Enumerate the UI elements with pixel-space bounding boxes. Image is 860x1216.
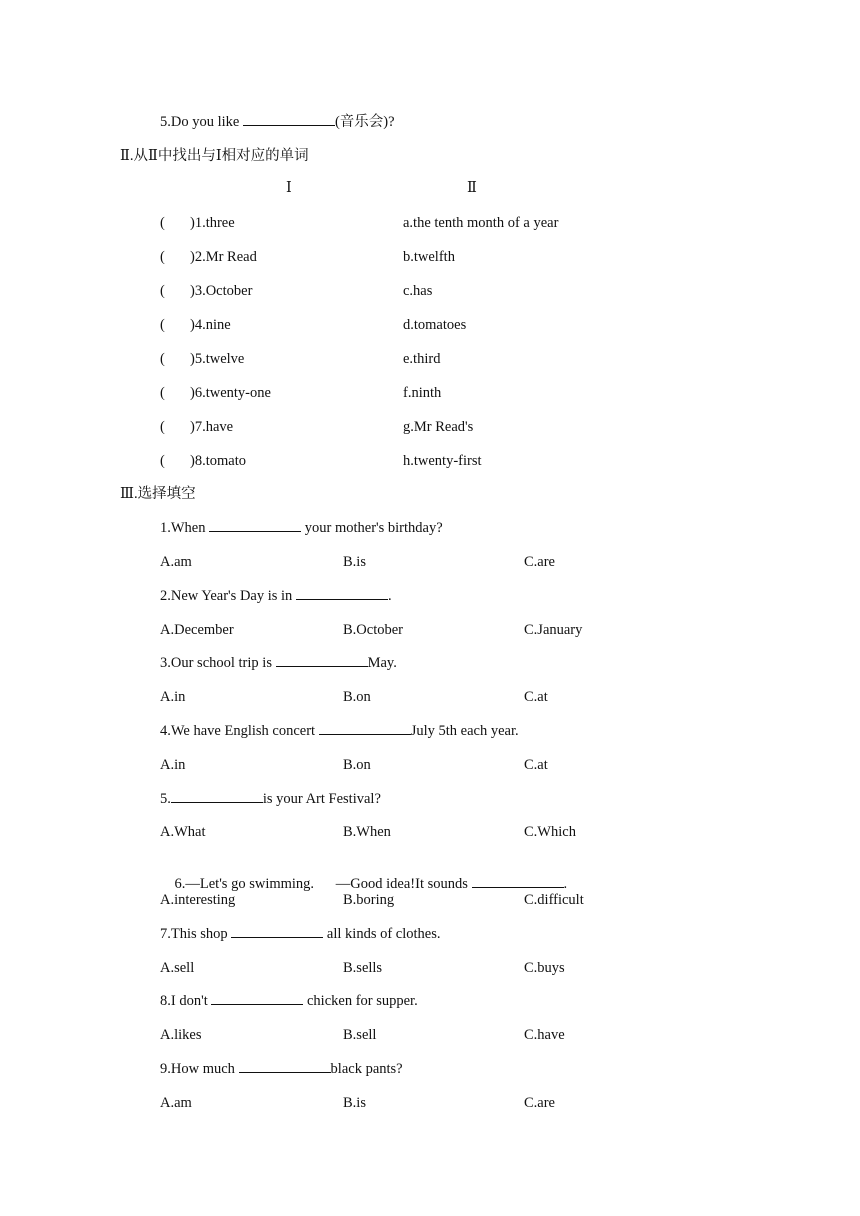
option-c[interactable]: C.difficult: [524, 892, 584, 908]
column-header-left: Ⅰ: [286, 180, 292, 196]
option-c[interactable]: C.at: [524, 689, 548, 705]
answer-paren[interactable]: (: [160, 453, 165, 469]
option-b[interactable]: B.is: [343, 554, 366, 570]
matching-left-item: )3.October: [190, 283, 253, 299]
question-text: all kinds of clothes.: [323, 926, 441, 942]
option-a[interactable]: A.likes: [160, 1027, 202, 1043]
matching-right-item: a.the tenth month of a year: [403, 215, 559, 231]
answer-blank[interactable]: [296, 587, 388, 600]
option-a[interactable]: A.interesting: [160, 892, 236, 908]
section-2-title: Ⅱ.从Ⅱ中找出与Ⅰ相对应的单词: [120, 148, 309, 164]
option-c[interactable]: C.Which: [524, 824, 576, 840]
option-b[interactable]: B.October: [343, 622, 403, 638]
option-c[interactable]: C.are: [524, 554, 555, 570]
question-stem: [160, 722, 519, 740]
question-stem: [160, 925, 441, 943]
question-text: black pants?: [330, 1061, 403, 1077]
section-3-title: Ⅲ.选择填空: [120, 486, 196, 502]
question-5-music: [160, 113, 395, 131]
matching-right-item: c.has: [403, 283, 433, 299]
answer-paren[interactable]: (: [160, 215, 165, 231]
option-b[interactable]: B.sell: [343, 1027, 377, 1043]
answer-paren[interactable]: (: [160, 419, 165, 435]
answer-blank[interactable]: [319, 722, 411, 735]
option-c[interactable]: C.buys: [524, 960, 565, 976]
question-text: 1.When: [160, 520, 210, 536]
answer-blank[interactable]: [231, 925, 323, 938]
option-b[interactable]: B.sells: [343, 960, 383, 976]
question-stem: [160, 1060, 403, 1078]
matching-left-item: )6.twenty-one: [190, 385, 271, 401]
question-text: (音乐会)?: [334, 114, 395, 130]
answer-blank[interactable]: [243, 113, 335, 126]
matching-right-item: d.tomatoes: [403, 317, 467, 333]
answer-blank[interactable]: [276, 654, 368, 667]
question-text: .: [387, 588, 392, 604]
question-text: your mother's birthday?: [301, 520, 443, 536]
option-c[interactable]: C.are: [524, 1095, 555, 1111]
option-b[interactable]: B.is: [343, 1095, 366, 1111]
question-text: is your Art Festival?: [262, 791, 381, 807]
question-text: 5.: [160, 791, 171, 807]
option-b[interactable]: B.When: [343, 824, 391, 840]
question-stem: [160, 790, 381, 808]
question-stem: [160, 654, 397, 672]
matching-left-item: )2.Mr Read: [190, 249, 257, 265]
question-text: May.: [367, 655, 397, 671]
question-stem: [160, 519, 443, 537]
matching-right-item: b.twelfth: [403, 249, 455, 265]
option-a[interactable]: A.in: [160, 757, 186, 773]
matching-right-item: h.twenty-first: [403, 453, 482, 469]
column-header-right: Ⅱ: [467, 180, 477, 196]
answer-blank[interactable]: [209, 519, 301, 532]
answer-blank[interactable]: [472, 875, 564, 888]
question-text: 3.Our school trip is: [160, 655, 276, 671]
matching-right-item: e.third: [403, 351, 441, 367]
question-text: 7.This shop: [160, 926, 232, 942]
answer-paren[interactable]: (: [160, 283, 165, 299]
question-text: 5.Do you like: [160, 114, 243, 130]
answer-paren[interactable]: (: [160, 385, 165, 401]
answer-paren[interactable]: (: [160, 351, 165, 367]
option-a[interactable]: A.in: [160, 689, 186, 705]
option-c[interactable]: C.at: [524, 757, 548, 773]
answer-blank[interactable]: [171, 790, 263, 803]
answer-paren[interactable]: (: [160, 317, 165, 333]
question-text: 9.How much: [160, 1061, 239, 1077]
question-text: 2.New Year's Day is in: [160, 588, 296, 604]
answer-blank[interactable]: [211, 992, 303, 1005]
option-a[interactable]: A.am: [160, 1095, 192, 1111]
option-c[interactable]: C.January: [524, 622, 583, 638]
matching-left-item: )4.nine: [190, 317, 231, 333]
matching-left-item: )8.tomato: [190, 453, 246, 469]
question-text: 6.—Let's go swimming. —Good idea!It sounds: [174, 876, 472, 892]
option-a[interactable]: A.What: [160, 824, 206, 840]
answer-blank[interactable]: [239, 1060, 331, 1073]
question-text: 8.I don't: [160, 993, 212, 1009]
question-text: .: [563, 876, 568, 892]
matching-right-item: f.ninth: [403, 385, 442, 401]
option-a[interactable]: A.am: [160, 554, 192, 570]
option-a[interactable]: A.December: [160, 622, 234, 638]
option-b[interactable]: B.boring: [343, 892, 395, 908]
question-text: 4.We have English concert: [160, 723, 319, 739]
question-text: chicken for supper.: [303, 993, 418, 1009]
matching-left-item: )5.twelve: [190, 351, 245, 367]
question-stem: [160, 992, 418, 1010]
answer-paren[interactable]: (: [160, 249, 165, 265]
question-text: July 5th each year.: [410, 723, 519, 739]
question-stem: [160, 587, 392, 605]
option-b[interactable]: B.on: [343, 689, 371, 705]
option-c[interactable]: C.have: [524, 1027, 565, 1043]
option-a[interactable]: A.sell: [160, 960, 195, 976]
matching-left-item: )7.have: [190, 419, 234, 435]
matching-left-item: )1.three: [190, 215, 235, 231]
option-b[interactable]: B.on: [343, 757, 371, 773]
matching-right-item: g.Mr Read's: [403, 419, 474, 435]
